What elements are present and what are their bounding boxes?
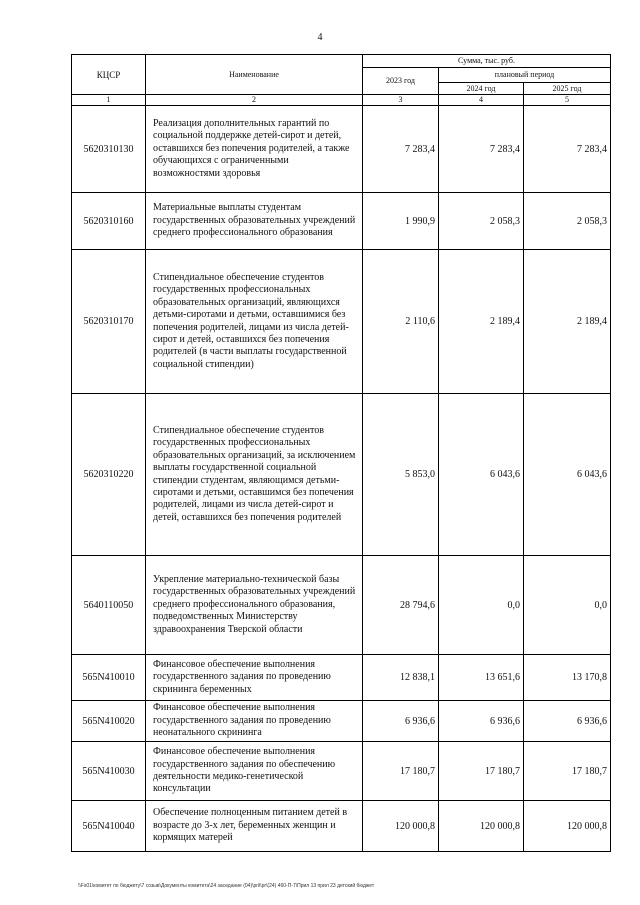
table-row [72,193,611,250]
row-code: 5620310160 [72,193,146,250]
row-value-2025: 120 000,8 [524,801,611,852]
row-name: Финансовое обеспечение выполнения государственного задания по обеспечению деятельности медико-генетической консультации [146,742,363,801]
header-row-1 [72,55,611,68]
column-numbers-row [72,95,611,106]
table-row [72,655,611,701]
header-code: КЦСР [72,55,146,95]
row-value-2023: 6 936,6 [363,701,439,742]
row-name: Стипендиальное обеспечение студентов государственных профессиональных образовательных организаций, являющихся детьми-сиротами и детьми, оставшимися без попечения родителей, лицами из числа детей-сирот и детей, оставшихся без попечения родителей (в части выплаты государственной социальной стипендии) [146,250,363,394]
row-value-2024: 0,0 [439,556,524,655]
header-sum: Сумма, тыс. руб. [363,55,611,68]
col-number-3: 3 [363,95,439,106]
col-number-1: 1 [72,95,146,106]
page-number: 4 [317,32,323,43]
header-year-2025: 2025 год [524,83,611,95]
row-code: 5620310170 [72,250,146,394]
row-value-2024: 6 043,6 [439,394,524,556]
row-value-2024: 2 189,4 [439,250,524,394]
row-value-2023: 2 110,6 [363,250,439,394]
row-value-2023: 17 180,7 [363,742,439,801]
row-value-2024: 2 058,3 [439,193,524,250]
row-value-2025: 17 180,7 [524,742,611,801]
row-value-2023: 7 283,4 [363,106,439,193]
row-name: Финансовое обеспечение выполнения государственного задания по проведению скрининга беременных [146,655,363,701]
row-value-2023: 28 794,6 [363,556,439,655]
row-value-2025: 7 283,4 [524,106,611,193]
row-name: Укрепление материально-технической базы государственных образовательных учреждений среднего профессионального образования, подведомственных Министерству здравоохранения Тверской области [146,556,363,655]
row-name: Реализация дополнительных гарантий по социальной поддержке детей-сирот и детей, оставшихся без попечения родителей, а также обучающихся с ограниченными возможностями здоровья [146,106,363,193]
row-code: 565N410040 [72,801,146,852]
table-row [72,701,611,742]
row-code: 5640110050 [72,556,146,655]
table-row [72,556,611,655]
row-value-2024: 13 651,6 [439,655,524,701]
row-value-2024: 6 936,6 [439,701,524,742]
row-value-2024: 7 283,4 [439,106,524,193]
header-year-2023: 2023 год [363,68,439,95]
row-value-2024: 17 180,7 [439,742,524,801]
table-row [72,742,611,801]
row-value-2024: 120 000,8 [439,801,524,852]
table-row [72,250,611,394]
row-code: 5620310220 [72,394,146,556]
row-name: Финансовое обеспечение выполнения государственного задания по проведению неонатального скрининга [146,701,363,742]
row-name: Материальные выплаты студентам государственных образовательных учреждений среднего профессионального образования [146,193,363,250]
col-number-2: 2 [146,95,363,106]
row-name: Обеспечение полноценным питанием детей в возрасте до 3-х лет, беременных женщин и кормящих матерей [146,801,363,852]
table-row [72,394,611,556]
row-code: 565N410030 [72,742,146,801]
footer-file-path: \\Fs01\комитет по бюджету\7 созыв\Документы комитета\24 заседание (04)\pril\pr\(24) 460-П-7\Прил 13 прил 23 детский бюджет [78,883,375,889]
table-row [72,106,611,193]
budget-table-body [72,55,611,852]
row-value-2025: 2 058,3 [524,193,611,250]
row-value-2025: 6 043,6 [524,394,611,556]
header-name: Наименование [146,55,363,95]
row-code: 565N410010 [72,655,146,701]
row-name: Стипендиальное обеспечение студентов государственных профессиональных образовательных организаций, за исключением выплаты государственной социальной стипендии студентам, являющимся детьми-сиротами и детьми, оставшимся без попечения родителей, лицами из числа детей-сирот и детей, оставшихся без попечения родителей [146,394,363,556]
col-number-4: 4 [439,95,524,106]
row-value-2023: 1 990,9 [363,193,439,250]
row-value-2025: 2 189,4 [524,250,611,394]
row-code: 565N410020 [72,701,146,742]
table-row [72,801,611,852]
row-code: 5620310130 [72,106,146,193]
row-value-2023: 120 000,8 [363,801,439,852]
col-number-5: 5 [524,95,611,106]
header-planned-period: плановый период [439,68,611,83]
row-value-2025: 6 936,6 [524,701,611,742]
row-value-2023: 5 853,0 [363,394,439,556]
header-year-2024: 2024 год [439,83,524,95]
budget-table [71,54,611,852]
row-value-2025: 13 170,8 [524,655,611,701]
row-value-2023: 12 838,1 [363,655,439,701]
row-value-2025: 0,0 [524,556,611,655]
